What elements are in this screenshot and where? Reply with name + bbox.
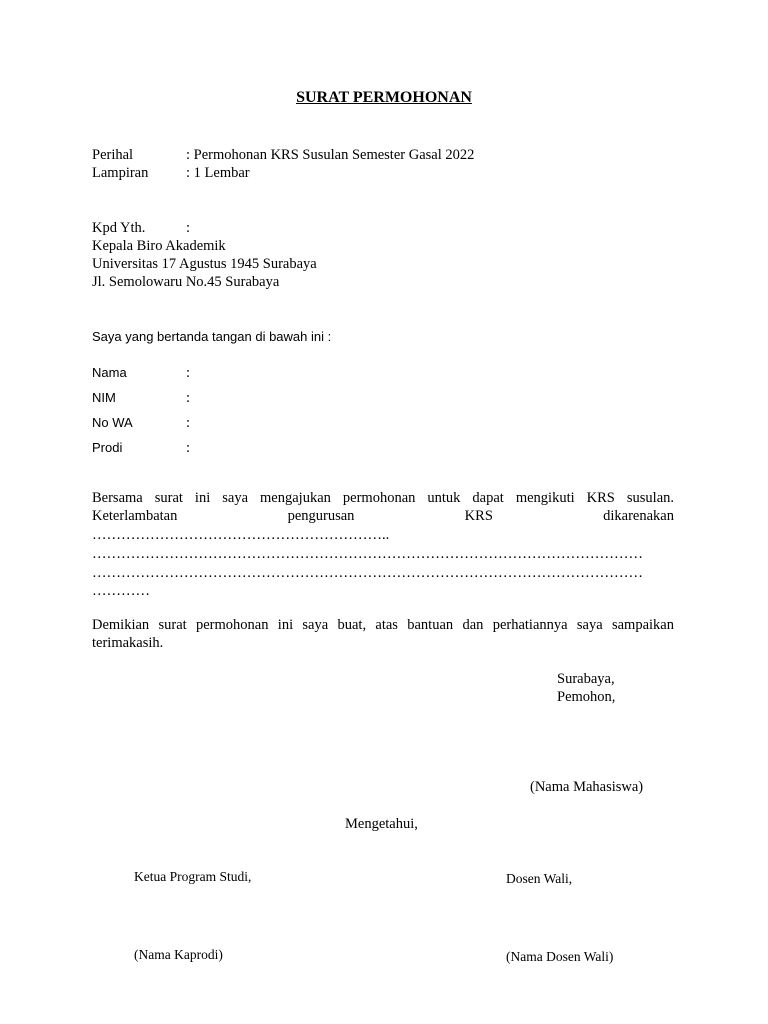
recipient-label: Kpd Yth.: [92, 220, 146, 236]
recipient-colon: :: [186, 220, 191, 236]
field-label: No WA: [92, 415, 133, 430]
field-colon: :: [186, 390, 191, 406]
student-name-placeholder: (Nama Mahasiswa): [530, 779, 644, 795]
dotted-line: …………: [92, 583, 150, 599]
body-line: Bersama surat ini saya mengajukan permohonan untuk dapat mengikuti KRS susulan.: [92, 490, 674, 506]
kaprodi-title: Ketua Program Studi,: [134, 869, 252, 884]
field-label: Prodi: [92, 440, 123, 455]
acknowledgement-label: Mengetahui,: [345, 816, 418, 832]
dosen-wali-name-placeholder: (Nama Dosen Wali): [506, 949, 614, 964]
field-colon: :: [186, 415, 191, 431]
perihal-label: Perihal: [92, 147, 134, 163]
address-line: Kepala Biro Akademik: [92, 238, 226, 254]
dotted-line: ……………………………………………………………………………………………………: [92, 546, 643, 562]
field-colon: :: [186, 365, 191, 381]
field-colon: :: [186, 440, 191, 456]
signature-city: Surabaya,: [557, 671, 615, 687]
dotted-line: ……………………………………………………………………………………………………: [92, 565, 643, 581]
document-title: SURAT PERMOHONAN: [296, 89, 472, 106]
body-line: Keterlambatan pengurusan KRS dikarenakan: [92, 508, 674, 524]
field-label: Nama: [92, 365, 127, 380]
dotted-line: ……………………………………………………..: [92, 527, 390, 543]
perihal-value: : Permohonan KRS Susulan Semester Gasal 2022: [186, 147, 475, 163]
address-line: Universitas 17 Agustus 1945 Surabaya: [92, 256, 317, 272]
field-label: NIM: [92, 390, 116, 405]
dosen-wali-title: Dosen Wali,: [506, 871, 573, 886]
closing-paragraph: Demikian surat permohonan ini saya buat, atas bantuan dan perhatiannya saya sampaikan terimakasih.: [92, 617, 674, 651]
signature-role: Pemohon,: [557, 689, 616, 705]
address-line: Jl. Semolowaru No.45 Surabaya: [92, 274, 280, 290]
kaprodi-name-placeholder: (Nama Kaprodi): [134, 947, 223, 962]
lampiran-value: : 1 Lembar: [186, 165, 250, 181]
intro-text: Saya yang bertanda tangan di bawah ini :: [92, 329, 332, 344]
lampiran-label: Lampiran: [92, 165, 149, 181]
